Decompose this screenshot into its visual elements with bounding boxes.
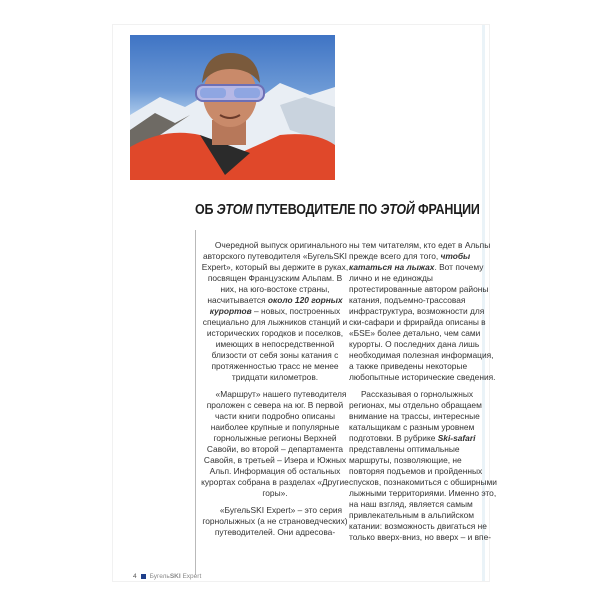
heading-text-1: ОБ <box>195 202 217 218</box>
paragraph: «БугельSKI Expert» – это серия горнолыжных (а не страноведческих) путеводителей. Они адресова- <box>202 505 348 537</box>
vertical-rule <box>195 230 196 575</box>
paragraph <box>349 389 497 543</box>
brand-ski: SKI <box>169 573 181 580</box>
paragraph <box>349 240 497 383</box>
heading-text-2: ПУТЕВОДИТЕЛЕ ПО <box>252 202 381 218</box>
emphasis-text: чтобы кататься на лыжах <box>349 251 471 272</box>
brand-suffix: Expert <box>180 573 202 580</box>
text-column-left <box>201 240 349 544</box>
paragraph-text: Рассказывая о горнолыжных регионах, мы отдельно обращаем внимание на трассы, интересные катальщикам с разным уровнем подготовки. В рубрике <box>349 389 482 443</box>
heading-emphasis-2: ЭТОЙ <box>380 202 415 218</box>
footer-square-icon <box>141 574 146 579</box>
footer-brand <box>150 573 202 580</box>
paragraph <box>201 240 349 383</box>
heading-emphasis-1: ЭТОМ <box>216 202 253 218</box>
author-photo-illustration <box>130 35 335 180</box>
paragraph-text: ны тем читателям, кто едет в Альпы прежде всего для того, <box>349 240 491 261</box>
book-page <box>113 25 497 581</box>
paragraph-text: представлены оптимальные маршруты, позволяющие, не повторяя подъемов и пройденных спусков, познакомиться с обширными лыжными территориями. Именно это, на наш взгляд, является самым привлекательным в альпийском катании: возможность двигаться не только вверх-вниз, но вверх – и впе- <box>349 444 497 542</box>
goggle-lens-left <box>200 88 226 98</box>
page-footer <box>133 573 201 580</box>
page-number: 4 <box>133 573 137 580</box>
emphasis-text: Ski-safari <box>437 433 476 443</box>
paragraph-text: Очередной выпуск оригинального авторского путеводителя «БугельSKI Expert», который вы держите в руках, посвящен Французским Альпам. В них, на юго-востоке страны, насчитывается <box>201 240 349 305</box>
text-column-right <box>349 240 497 549</box>
paragraph-text: . Вот почему лично и не единожды протестированные автором районы катания, подъемно-трассовая инфраструктура, возможности для ски-сафари и фрирайда описаны в «БSE» более детально, чем сами курорты. О последних дана лишь необходимая полезная информация, а также приведены некоторые любопытные исторические сведения. <box>349 262 496 382</box>
goggle-lens-right <box>234 88 260 98</box>
author-photo <box>130 35 335 180</box>
emphasis-text: около 120 горных курортов <box>209 295 343 316</box>
heading-text-3: ФРАНЦИИ <box>414 202 480 218</box>
paragraph-text: – новых, построенных специально для лыжников станций и исторических городков и поселков, имеющих в непосредственной близости от себя зоны катания с протяженностью трасс не менее тридцати километров. <box>202 306 348 382</box>
page-heading <box>195 202 480 218</box>
brand-prefix: Бугель <box>149 573 170 580</box>
paragraph: «Маршрут» нашего путеводителя проложен с севера на юг. В первой части книги подробно описаны наиболее крупные и популярные горнолыжные регионы Верхней Савойи, во второй – департамента Савойя, в третьей – Изера и Южных Альп. Информация об остальных курортах собрана в разделах «Другие горы». <box>201 389 349 498</box>
